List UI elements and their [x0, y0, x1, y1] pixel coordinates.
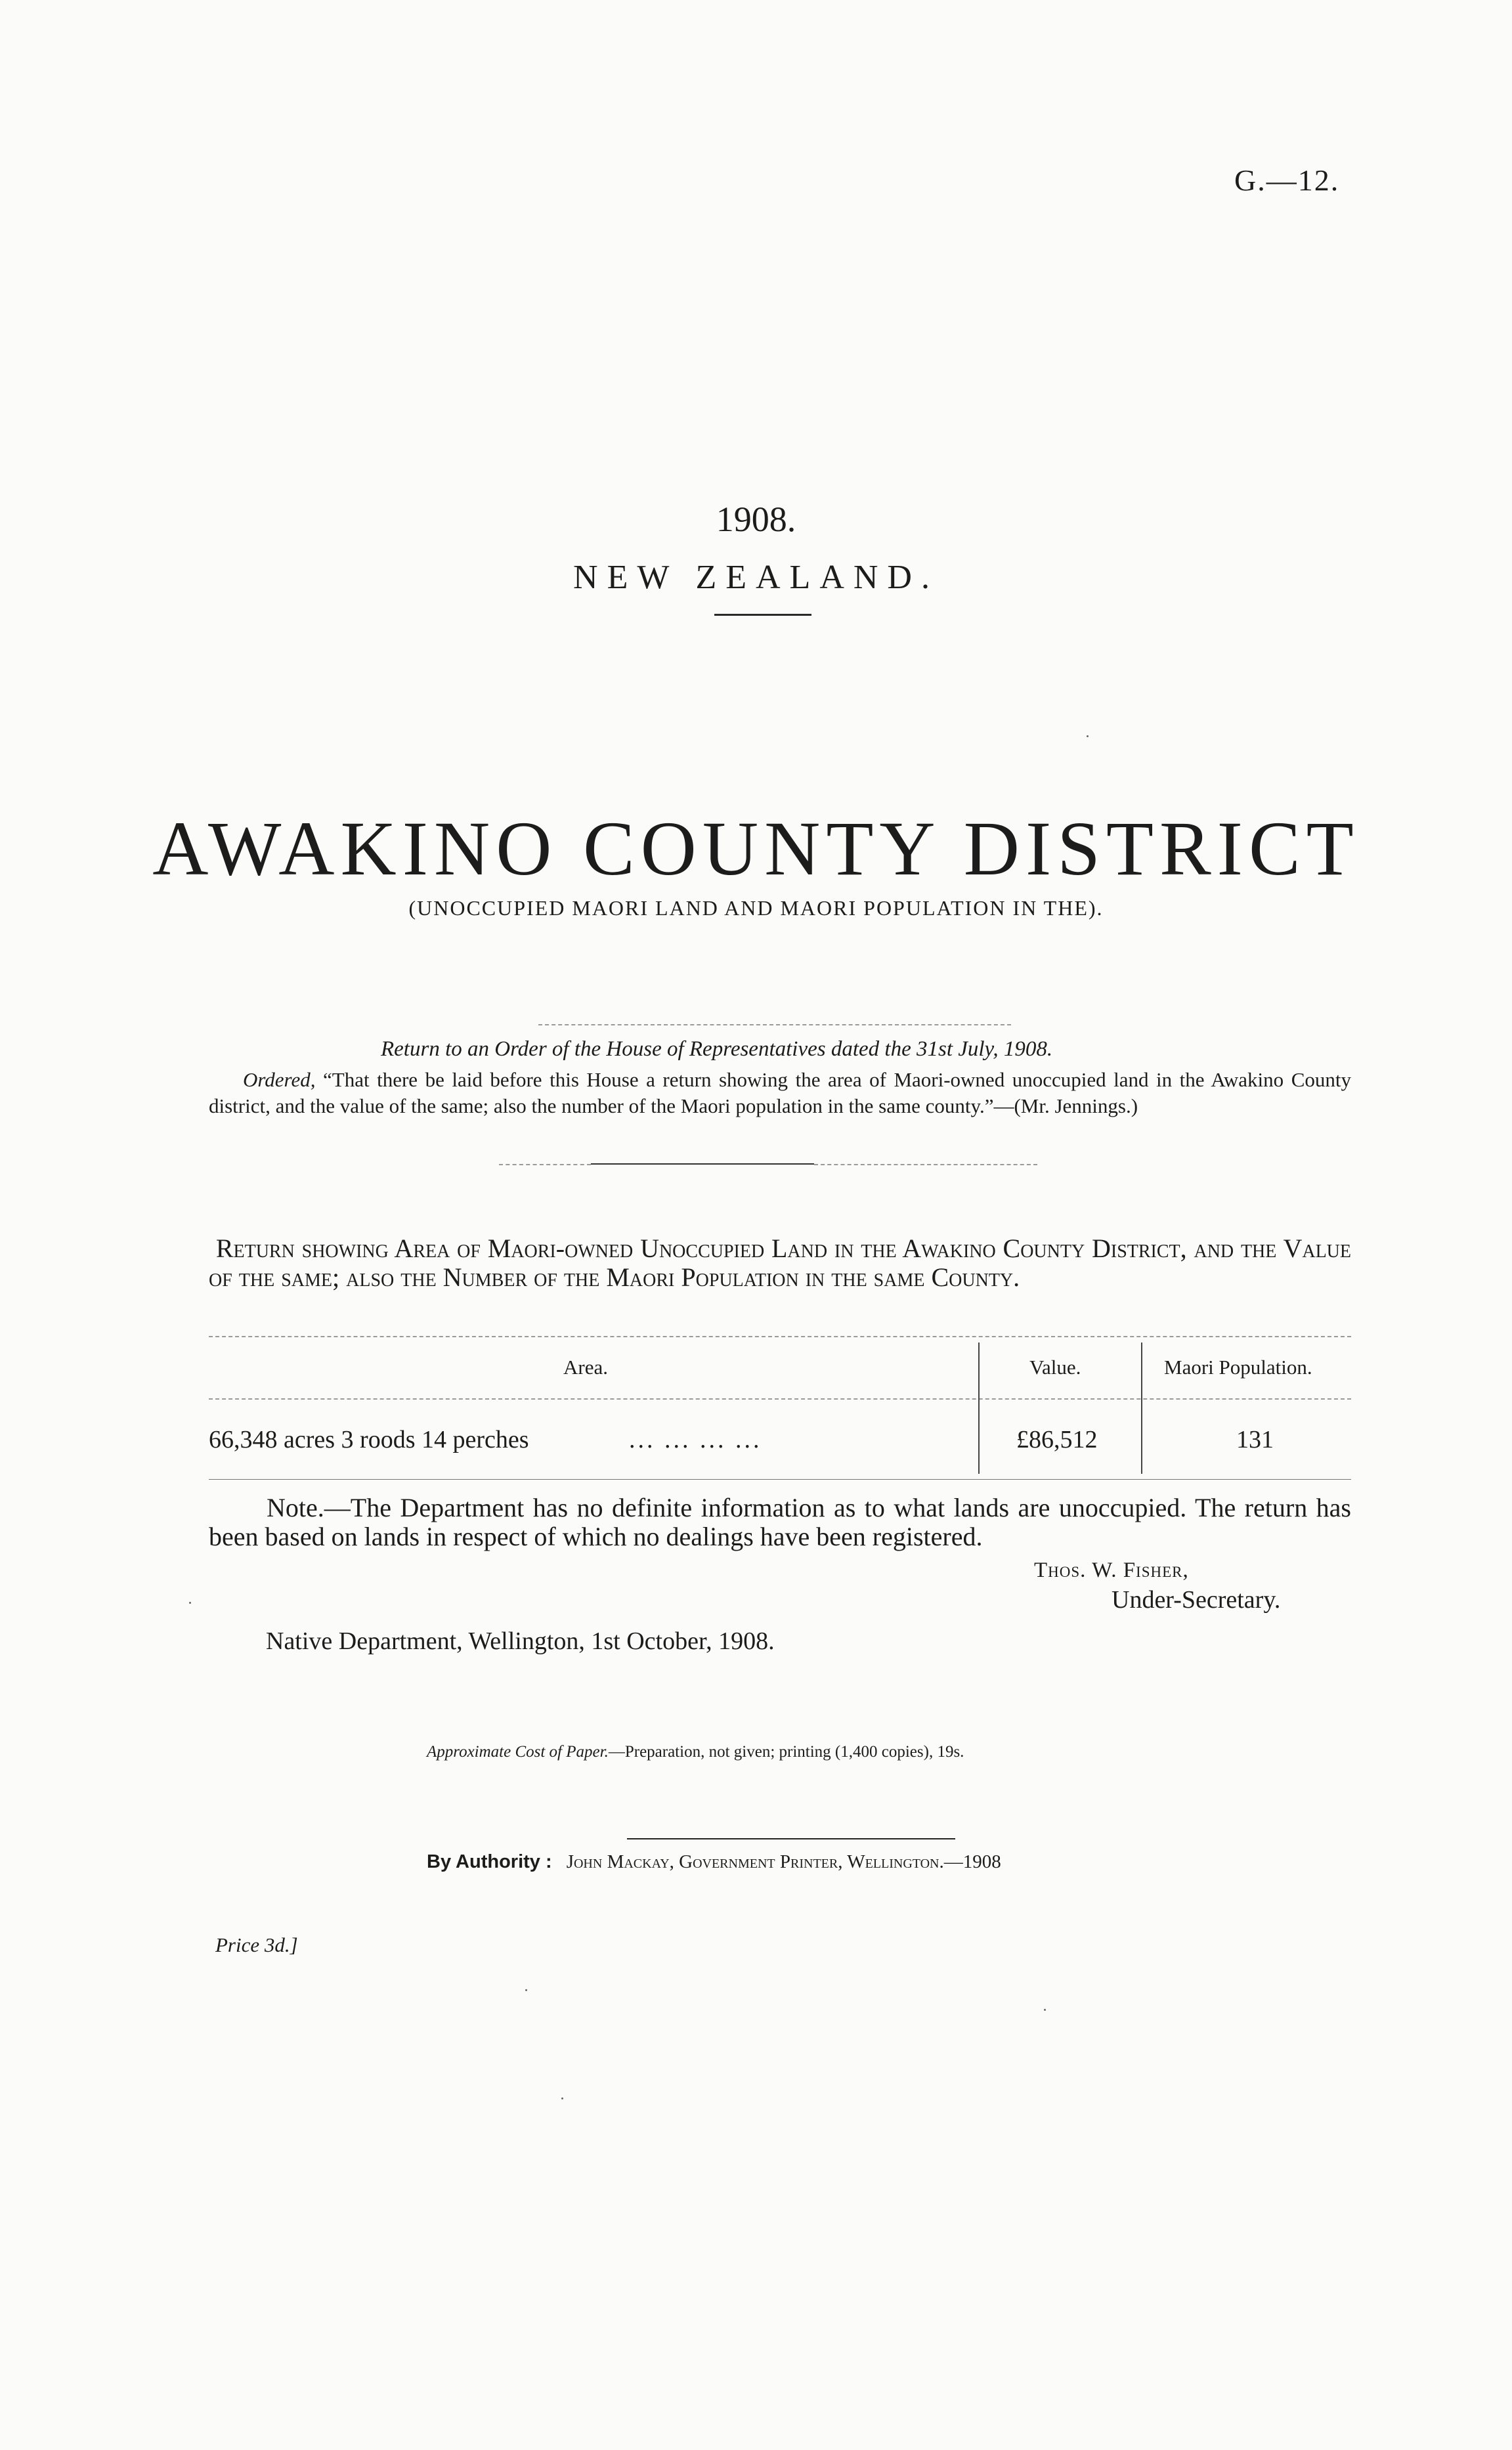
document-title: AWAKINO COUNTY DISTRICT	[152, 806, 1360, 892]
title-divider	[714, 614, 811, 616]
authority-label: By Authority :	[427, 1851, 552, 1872]
order-underline-dash-right	[814, 1164, 1037, 1165]
note-paragraph	[209, 1494, 1351, 1551]
paper-speck	[189, 1602, 191, 1604]
return-table	[209, 1336, 1351, 1487]
cell-value: £86,512	[1016, 1426, 1098, 1453]
authority-rule	[627, 1838, 955, 1839]
ordered-body: “That there be laid before this House a return showing the area of Maori-owned unoccupied land in the Awakino County district, and the value of the same; also the number of the Maori population in the same county.”—(Mr. Jennings.)	[209, 1068, 1351, 1117]
cell-leader: ... ... ... ...	[629, 1426, 762, 1453]
paper-speck	[561, 2097, 563, 2099]
order-text	[209, 1067, 1351, 1119]
table-top-rule	[209, 1336, 1351, 1337]
header-area: Area.	[563, 1356, 608, 1379]
order-underline	[591, 1163, 814, 1165]
authority-printer: John Mackay, Government Printer, Wellington.—1908	[566, 1851, 1001, 1872]
cell-area: 66,348 acres 3 roods 14 perches	[209, 1426, 529, 1453]
table-bottom-rule	[209, 1479, 1351, 1480]
return-heading	[209, 1234, 1351, 1292]
order-underline-dash	[499, 1164, 591, 1165]
order-reference: Return to an Order of the House of Representatives dated the 31st July, 1908.	[381, 1037, 1053, 1061]
cost-label: Approximate Cost of Paper.	[427, 1743, 609, 1761]
page-reference: G.—12.	[1234, 163, 1340, 197]
ordered-label: Ordered,	[243, 1068, 316, 1091]
section-divider	[538, 1024, 1011, 1025]
cost-text: —Preparation, not given; printing (1,400 copies), 19s.	[608, 1743, 964, 1761]
note-text: Note.—The Department has no definite information as to what lands are unoccupied. The return has been based on lands in respect of which no dealings have been registered.	[209, 1493, 1351, 1551]
header-value: Value.	[1029, 1356, 1081, 1379]
paper-speck	[525, 1989, 527, 1991]
signatory-name: Thos. W. Fisher,	[1034, 1558, 1189, 1582]
cost-line	[427, 1743, 964, 1761]
dateline: Native Department, Wellington, 1st October, 1908.	[266, 1627, 775, 1655]
price-label: Price 3d.]	[215, 1933, 298, 1956]
signature-block	[1034, 1556, 1280, 1615]
cell-population: 131	[1236, 1426, 1274, 1453]
country-heading: NEW ZEALAND.	[573, 559, 939, 596]
return-heading-text: Return showing Area of Maori-owned Unoccupied Land in the Awakino County District, and the Value of the same; also the Number of the Maori Population in the same County.	[209, 1234, 1351, 1292]
paper-speck	[1044, 2009, 1046, 2011]
table-header-rule	[209, 1398, 1351, 1400]
signatory-title: Under-Secretary.	[1112, 1586, 1281, 1614]
document-subtitle: (UNOCCUPIED MAORI LAND AND MAORI POPULATION IN THE).	[408, 896, 1104, 920]
publication-year: 1908.	[716, 500, 796, 539]
paper-speck	[1087, 735, 1089, 737]
column-divider-2	[1141, 1343, 1142, 1474]
column-divider-1	[978, 1343, 980, 1474]
header-population: Maori Population.	[1164, 1356, 1312, 1379]
authority-line	[427, 1851, 1001, 1873]
